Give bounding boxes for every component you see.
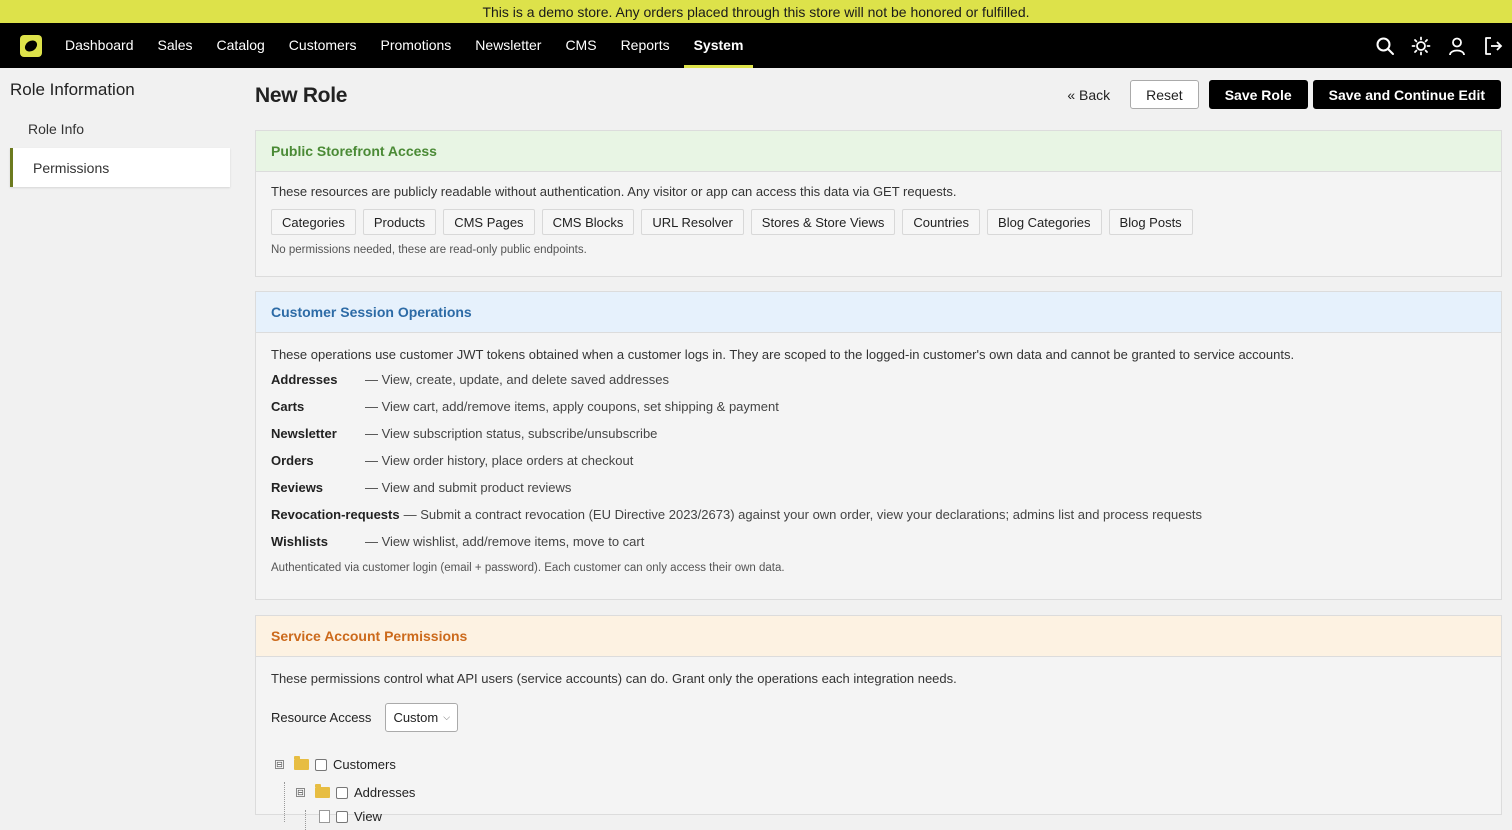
page-title: New Role [255, 84, 348, 107]
page-actions [1067, 80, 1501, 109]
tree-node-label: Addresses [354, 785, 416, 800]
operation-row [271, 366, 1486, 393]
panel-description: These operations use customer JWT tokens obtained when a customer logs in. They are scoped to the logged-in customer's own data and cannot be granted to service accounts. [271, 347, 1295, 362]
nav-customers[interactable]: Customers [288, 37, 357, 53]
operation-row [271, 474, 1486, 501]
folder-icon [294, 759, 309, 770]
resource-access-row [271, 703, 1486, 732]
operation-row [271, 447, 1486, 474]
nav-promotions[interactable]: Promotions [380, 37, 452, 53]
header-icons [1360, 23, 1504, 68]
sidebar-item-permissions[interactable] [10, 148, 230, 187]
resource-chip: Stores & Store Views [751, 209, 896, 235]
panel-description: These resources are publicly readable without authentication. Any visitor or app can access this data via GET requests. [271, 184, 957, 199]
nav-system[interactable]: System [694, 23, 744, 68]
tree-node-label: Customers [333, 757, 396, 772]
tree-connector [284, 782, 285, 822]
operation-description: — View subscription status, subscribe/unsubscribe [365, 426, 658, 441]
chevron-down-icon: ⌵ [443, 712, 451, 722]
addresses-checkbox[interactable] [336, 787, 348, 799]
sidebar-title: Role Information [10, 80, 135, 99]
panel-title: Service Account Permissions [256, 616, 1501, 657]
sidebar-item-label: Permissions [33, 160, 110, 176]
top-navigation [0, 23, 1512, 68]
file-icon [319, 810, 330, 823]
resource-access-label: Resource Access [271, 710, 372, 725]
resource-chip: Blog Posts [1109, 209, 1193, 235]
operation-name: Revocation-requests [271, 507, 400, 522]
logout-icon[interactable] [1482, 35, 1504, 57]
operation-row [271, 528, 1486, 555]
save-role-button[interactable]: Save Role [1209, 80, 1308, 109]
resource-chip: Blog Categories [987, 209, 1102, 235]
user-icon[interactable] [1446, 35, 1468, 57]
resource-chip: Countries [902, 209, 980, 235]
resource-chip: Categories [271, 209, 356, 235]
operation-description: — View cart, add/remove items, apply coupons, set shipping & payment [365, 399, 779, 414]
customers-checkbox[interactable] [315, 759, 327, 771]
reset-button[interactable]: Reset [1130, 80, 1199, 109]
panel-note: Authenticated via customer login (email + password). Each customer can only access their own data. [271, 562, 785, 574]
operation-name: Orders [271, 453, 314, 468]
operation-name: Wishlists [271, 534, 328, 549]
panel-note: No permissions needed, these are read-only public endpoints. [271, 244, 587, 256]
resource-chip: URL Resolver [641, 209, 743, 235]
panel-title: Customer Session Operations [256, 292, 1501, 333]
tree-node-view [319, 809, 382, 824]
nav-cms[interactable]: CMS [565, 37, 597, 53]
collapse-icon[interactable]: ⊟ [276, 760, 283, 769]
nav-reports[interactable]: Reports [620, 37, 670, 53]
operation-description: — View and submit product reviews [365, 480, 572, 495]
resource-chip: CMS Pages [443, 209, 534, 235]
operation-name: Carts [271, 399, 305, 414]
tree-connector [305, 810, 306, 830]
operation-name: Addresses [271, 372, 338, 387]
operation-name: Reviews [271, 480, 324, 495]
service-account-panel [255, 615, 1502, 824]
nav-catalog[interactable]: Catalog [216, 37, 265, 53]
tree-node-addresses [296, 785, 415, 800]
operation-row [271, 393, 1486, 420]
collapse-icon[interactable]: ⊟ [297, 788, 304, 797]
operation-description: — View order history, place orders at checkout [365, 453, 634, 468]
search-icon[interactable] [1374, 35, 1396, 57]
public-resource-list [271, 209, 1486, 235]
folder-icon [315, 787, 330, 798]
save-continue-button[interactable]: Save and Continue Edit [1313, 80, 1501, 109]
panel-title: Public Storefront Access [256, 131, 1501, 172]
operation-description: — Submit a contract revocation (EU Directive 2023/2673) against your own order, view your declarations; admins list and process requests [403, 507, 1203, 522]
theme-toggle-icon[interactable] [1410, 35, 1432, 57]
operation-description: — View wishlist, add/remove items, move to cart [365, 534, 645, 549]
tree-node-customers [275, 757, 396, 772]
nav-dashboard[interactable]: Dashboard [65, 37, 134, 53]
tree-node-label: View [354, 809, 382, 824]
panel-description: These permissions control what API users (service accounts) can do. Grant only the operations each integration needs. [271, 671, 957, 686]
operation-row [271, 420, 1486, 447]
customer-session-panel [255, 291, 1502, 600]
sidebar-item-role-info[interactable]: Role Info [28, 121, 85, 137]
public-storefront-panel [255, 130, 1502, 277]
resource-chip: Products [363, 209, 436, 235]
operation-description: — View, create, update, and delete saved addresses [365, 372, 670, 387]
operation-name: Newsletter [271, 426, 337, 441]
resource-chip: CMS Blocks [542, 209, 635, 235]
resource-access-value: Custom [393, 710, 439, 725]
logo-icon[interactable] [19, 34, 43, 58]
resource-access-select[interactable] [385, 703, 458, 732]
view-checkbox[interactable] [336, 811, 348, 823]
back-button[interactable]: « Back [1067, 86, 1111, 103]
demo-store-banner: This is a demo store. Any orders placed through this store will not be honored or fulfilled. [0, 0, 1512, 23]
nav-newsletter[interactable]: Newsletter [475, 37, 542, 53]
operation-row [271, 501, 1486, 528]
nav-sales[interactable]: Sales [157, 37, 193, 53]
